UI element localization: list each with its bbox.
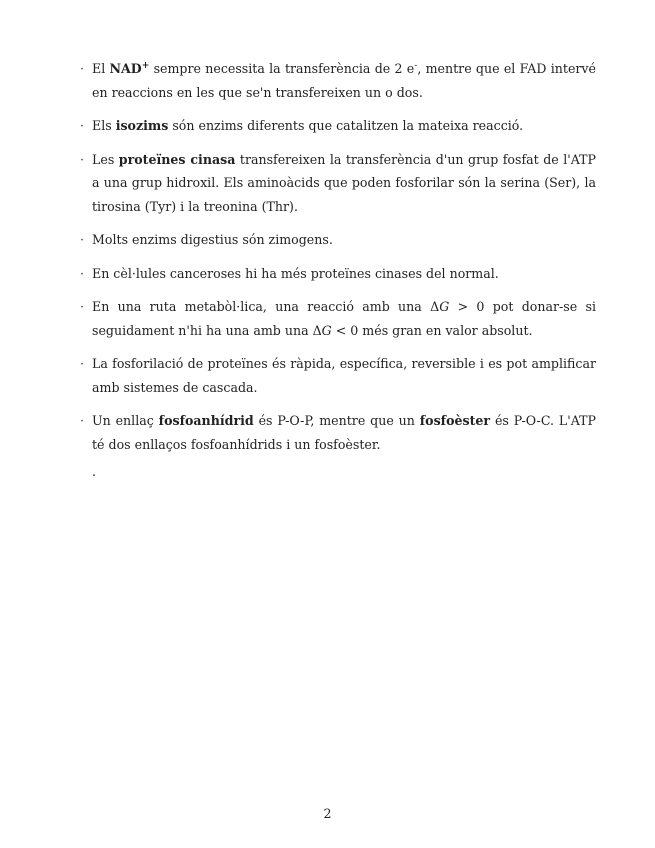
bullet-dot: · bbox=[80, 413, 85, 428]
bullet-dot: · bbox=[80, 232, 85, 247]
bullet-dot: · bbox=[80, 151, 85, 167]
text-run: > 0 pot donar-se si seguidament n'hi ha una amb una Δ bbox=[92, 299, 596, 338]
text-run: són enzims diferents que catalitzen la mateixa reacció. bbox=[168, 118, 524, 133]
text-run: Un enllaç bbox=[92, 413, 159, 428]
list-item bbox=[80, 295, 596, 342]
text-run: transfereixen la transferència d'un grup fosfat de l'ATP a una grup hidroxil. Els aminoàcids que poden fosforilar són la serina (Ser), la tirosina (Tyr) i la treonina (Thr). bbox=[92, 151, 596, 214]
text-run: La fosforilació de proteïnes és ràpida, específica, reversible i es pot amplificar amb sistemes de cascada. bbox=[92, 356, 596, 395]
text-run: En cèl·lules canceroses hi ha més proteïnes cinases del normal. bbox=[92, 265, 499, 281]
list-item bbox=[80, 409, 596, 456]
bold-term: fosfoèster bbox=[419, 413, 491, 428]
bullet-dot: · bbox=[80, 118, 85, 133]
bold-term: + bbox=[141, 61, 150, 71]
text-run: és P-O-C. L'ATP té dos enllaços fosfoanhídrids i un fosfoèster. bbox=[92, 413, 596, 452]
text-run: és P-O-P, mentre que un bbox=[253, 413, 420, 428]
bullet-dot: · bbox=[80, 265, 85, 281]
text-run: Els bbox=[92, 118, 116, 133]
text-run: El bbox=[92, 61, 110, 76]
text-run: Molts enzims digestius són zimogens. bbox=[92, 232, 333, 247]
list-item bbox=[80, 57, 596, 104]
text-run: - bbox=[414, 61, 418, 71]
text-run: , mentre que el FAD intervé en reaccions en les que se'n transfereixen un o dos. bbox=[92, 61, 596, 100]
list-item bbox=[80, 114, 596, 138]
bold-term: fosfoanhídrid bbox=[158, 413, 254, 428]
bold-term: isozims bbox=[115, 118, 169, 133]
bold-term: NAD bbox=[109, 61, 142, 76]
text-run: G bbox=[321, 322, 332, 338]
text-run: En una ruta metabòl·lica, una reacció amb una Δ bbox=[92, 299, 440, 314]
bullet-dot: · bbox=[80, 61, 85, 76]
text-run: G bbox=[439, 299, 450, 314]
trailing-dot: . bbox=[92, 464, 97, 479]
list-item bbox=[80, 228, 596, 252]
bullet-dot: · bbox=[80, 299, 85, 314]
text-run: < 0 més gran en valor absolut. bbox=[331, 322, 533, 338]
list-item bbox=[80, 262, 596, 286]
bold-term: proteïnes cinasa bbox=[118, 151, 236, 167]
list-item bbox=[80, 352, 596, 399]
text-run: Les bbox=[92, 151, 119, 167]
text-run: sempre necessita la transferència de 2 e bbox=[149, 61, 415, 76]
list-item bbox=[80, 148, 596, 219]
page-number: 2 bbox=[323, 806, 332, 821]
bullet-list bbox=[80, 57, 596, 466]
bullet-dot: · bbox=[80, 356, 85, 371]
